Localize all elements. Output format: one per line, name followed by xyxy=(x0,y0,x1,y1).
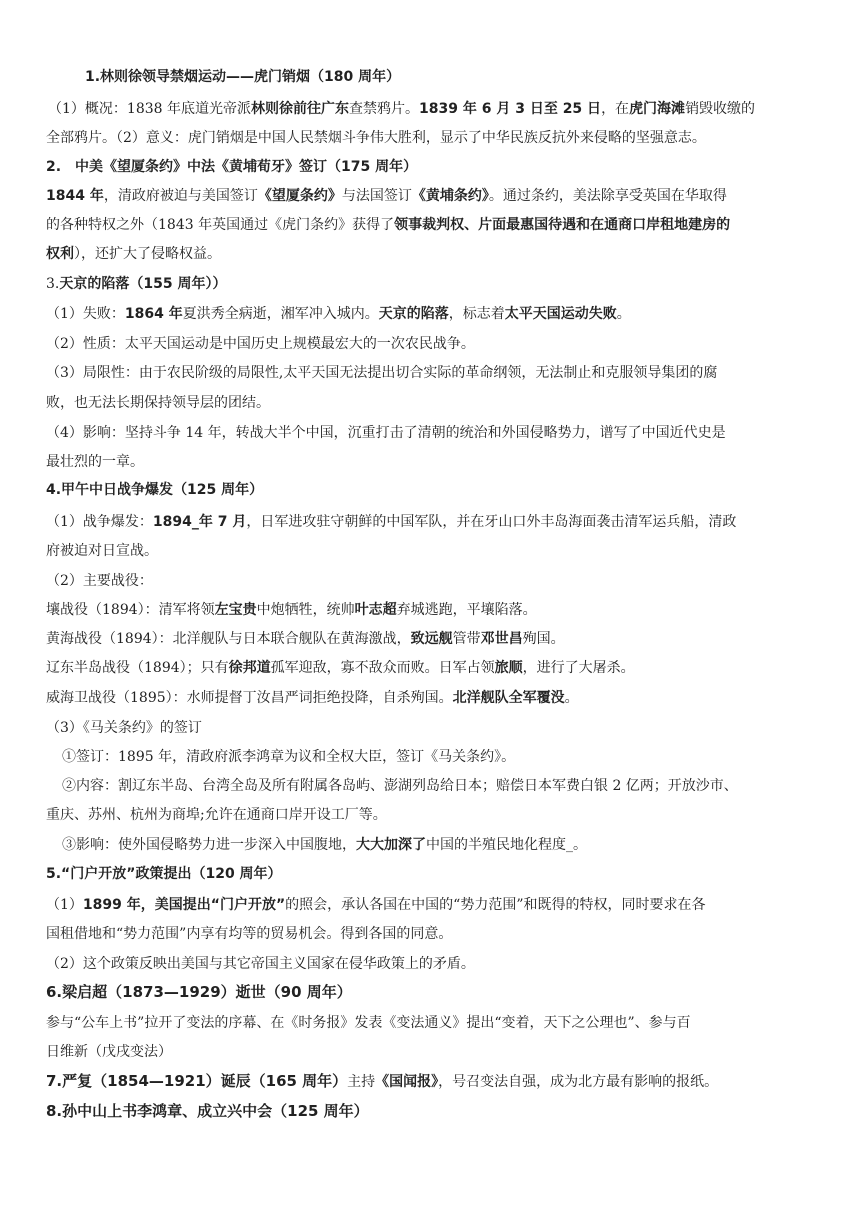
treaty-content-2: 重庆、苏州、杭州为商埠;允许在通商口岸开设工厂等。 xyxy=(46,807,387,823)
battle-liaodong: 辽东半岛战役（1894）；只有徐邦道孤军迎敌，寡不敌众而败。日军占领旅顺，进行了大屠杀。 xyxy=(46,660,635,676)
section-3-title: 3.天京的陷落（155 周年）） xyxy=(46,276,227,292)
battle-weihaiwei: 威海卫战役（1895）：水师提督丁汝昌严词拒绝投降，自杀殉国。北洋舰队全军覆没。 xyxy=(46,690,579,706)
section-4-line-4: （3）《马关条约》的签订 xyxy=(46,720,202,736)
section-1-title: 1.林则徐领导禁烟运动——虎门销烟（180 周年） xyxy=(85,69,401,85)
section-8-title: 8.孙中山上书李鸿章、成立兴中会（125 周年） xyxy=(46,1102,369,1120)
section-3-line-6: 最壮烈的一章。 xyxy=(46,454,144,470)
section-5-line-1: （1）1899 年，美国提出“门户开放”的照会，承认各国在中国的“势力范围”和既得的特权，同时要求在各 xyxy=(46,897,706,913)
section-1-line-2: 全部鸦片。（2）意义：虎门销烟是中国人民禁烟斗争伟大胜利，显示了中华民族反抗外来侵略的坚强意志。 xyxy=(46,130,706,146)
section-6-line-1: 参与“公车上书”拉开了变法的序幕、在《时务报》发表《变法通义》提出“变着，天下之公理也”、参与百 xyxy=(46,1015,691,1031)
section-3-line-2: （2）性质：太平天国运动是中国历史上规模最宏大的一次农民战争。 xyxy=(46,336,475,352)
section-2-line-1: 1844 年，清政府被迫与美国签订《望厦条约》与法国签订《黄埔条约》。通过条约，美法除享受英国在华取得 xyxy=(46,188,727,204)
section-3-line-5: （4）影响：坚持斗争 14 年，转战大半个中国，沉重打击了清朝的统治和外国侵略势力，谱写了中国近代史是 xyxy=(46,425,726,441)
section-4-title: 4.甲午中日战争爆发（125 周年） xyxy=(46,482,264,498)
treaty-content-1: ②内容：割辽东半岛、台湾全岛及所有附属各岛屿、澎湖列岛给日本；赔偿日本军费白银 2 亿两；开放沙市、 xyxy=(62,778,738,794)
section-4-line-2: 府被迫对日宣战。 xyxy=(46,543,158,559)
section-1-line-1: （1）概况：1838 年底道光帝派林则徐前往广东查禁鸦片。1839 年 6 月 3 日至 25 日，在虎门海滩销毁收缴的 xyxy=(48,101,756,117)
section-6-title: 6.梁启超（1873—1929）逝世（90 周年） xyxy=(46,983,352,1001)
section-2-title: 2. 中美《望厦条约》中法《黄埔荀牙》签订（175 周年） xyxy=(46,159,418,175)
section-5-title: 5.“门户开放”政策提出（120 周年） xyxy=(46,866,282,882)
battle-pyongyang: 壤战役（1894）：清军将领左宝贵中炮牺牲，统帅叶志超弃城逃跑，平壤陷落。 xyxy=(46,602,537,618)
section-3-line-4: 败，也无法长期保持领导层的团结。 xyxy=(46,395,270,411)
section-3-line-1: （1）失败：1864 年夏洪秀全病逝，湘军冲入城内。天京的陷落，标志着太平天国运动失败。 xyxy=(46,306,631,322)
section-7-line: 7.严复（1854—1921）诞辰（165 周年）主持《国闻报》，号召变法自强，成为北方最有影响的报纸。 xyxy=(46,1072,719,1090)
section-2-line-2: 的各种特权之外（1843 年英国通过《虎门条约》获得了领事裁判权、片面最惠国待遇和在通商口岸租地建房的 xyxy=(46,217,731,233)
treaty-signing: ①签订：1895 年，清政府派李鸿章为议和全权大臣，签订《马关条约》。 xyxy=(62,749,516,765)
section-5-line-3: （2）这个政策反映出美国与其它帝国主义国家在侵华政策上的矛盾。 xyxy=(46,956,475,972)
section-2-line-3: 权利），还扩大了侵略权益。 xyxy=(46,246,221,262)
treaty-impact: ③影响：使外国侵略势力进一步深入中国腹地，大大加深了中国的半殖民地化程度_。 xyxy=(62,837,587,853)
section-4-line-3: （2）主要战役： xyxy=(46,573,153,589)
section-6-line-2: 日维新（戊戌变法） xyxy=(46,1044,172,1060)
battle-yellow-sea: 黄海战役（1894）：北洋舰队与日本联合舰队在黄海激战，致远舰管带邓世昌殉国。 xyxy=(46,631,565,647)
section-3-line-3: （3）局限性：由于农民阶级的局限性,太平天国无法提出切合实际的革命纲领，无法制止和克服领导集团的腐 xyxy=(46,365,718,381)
section-4-line-1: （1）战争爆发：1894_年 7 月，日军进攻驻守朝鲜的中国军队，并在牙山口外丰岛海面袭击清军运兵船，清政 xyxy=(46,514,737,530)
section-5-line-2: 国租借地和“势力范围”内享有均等的贸易机会。得到各国的同意。 xyxy=(46,926,453,942)
